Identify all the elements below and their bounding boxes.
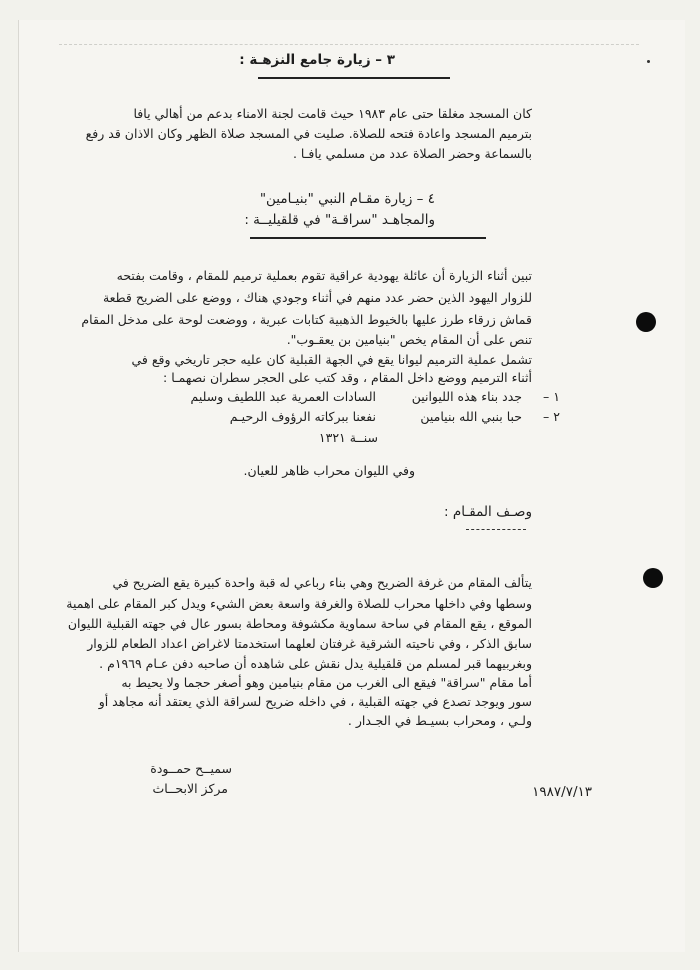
section-3-line-3: بالسماعة وحضر الصلاة عدد من مسلمي يافـا . xyxy=(292,146,532,161)
description-heading: وصـف المقـام : xyxy=(444,504,532,520)
description-line-1: يتألف المقام من غرفة الضريح وهي بناء رباعي له قبة واحدة كبيرة يقع الضريح في xyxy=(112,575,532,590)
description-p2-line-1: أما مقام "سراقة" فيقع الى الغرب من مقام بنيامين وهو أصغر حجما ولا يحيط به xyxy=(121,675,532,690)
inscription-1-part-a: جدد بناء هذه الليوانين xyxy=(411,389,522,404)
section-3-title: ٣ – زيارة جامع النزهـة : xyxy=(239,52,395,68)
page-speck xyxy=(647,60,650,63)
section-4-title-1: ٤ – زيارة مقـام النبي "بنيـامين" xyxy=(259,191,435,207)
inscription-2-part-b: نفعنا ببركاته الرؤوف الرحيـم xyxy=(229,409,376,424)
signature-date: ١٩٨٧/٧/١٣ xyxy=(532,784,592,800)
inscription-2-number: ٢ – xyxy=(543,409,560,424)
section-4-after: وفي الليوان محراب ظاهر للعيان. xyxy=(243,463,415,478)
top-dashed-line xyxy=(59,44,639,45)
section-4-p1-line-1: تبين أثناء الزيارة أن عائلة يهودية عراقية تقوم بعملية ترميم للمقام ، وقامت بفتحه xyxy=(116,268,532,283)
signature-name: سميــح حمــودة xyxy=(150,761,232,776)
section-4-title-2: والمجاهـد "سراقـة" في قلقيليــة : xyxy=(244,212,435,228)
description-line-3: الموقع ، يقع المقام في ساحة سماوية مكشوفة ومحاطة بسور عال في جهته القبلية الليوان xyxy=(67,616,532,631)
description-heading-underline xyxy=(466,529,526,530)
section-4-p2-line-2: أثناء الترميم ووضع داخل المقام ، وقد كتب على الحجر سطران نصهمـا : xyxy=(163,370,532,385)
inscription-1-number: ١ – xyxy=(543,389,560,404)
section-3-line-2: بترميم المسجد واعادة فتحه للصلاة. صليت في المسجد صلاة الظهر وكان الاذان قد رفع xyxy=(85,126,532,141)
description-line-4: سابق الذكر ، وفي ناحيته الشرقية غرفتان لعلهما استخدمتا لاغراض اعداد الطعام للزوار xyxy=(87,636,532,651)
section-4-p1-line-3: قماش زرقاء طرز عليها بالخيوط الذهبية كتابات عبرية ، ووضعت لوحة على مدخل المقام xyxy=(81,312,532,327)
description-line-2: وسطها وفي داخلها محراب للصلاة والغرفة واسعة بعض الشيء ويدل كبر المقام على اهمية xyxy=(66,596,532,611)
section-4-p2-line-1: تشمل عملية الترميم ليوانا يقع في الجهة القبلية كان عليه حجر تاريخي وقع في xyxy=(131,352,532,367)
section-3-rule xyxy=(258,77,450,79)
signature-organization: مركز الابحــاث xyxy=(152,781,228,796)
description-p2-line-2: سور ويوجد تصدع في جهته القبلية ، في داخله ضريح لسراقة الذي يعتقد أنه مجاهد أو xyxy=(98,694,532,709)
description-line-5: وبغربيهما قبر لمسلم من قلقيلية يدل نقش على شاهده أن صاحبه دفن عـام ١٩٦٩م . xyxy=(99,656,532,671)
inscription-1-part-b: السادات العمرية عبد اللطيف وسليم xyxy=(190,389,376,404)
section-4-p1-line-2: للزوار اليهود الذين حضر عدد منهم في أثناء وجودي هناك ، ووضع على الضريح قطعة xyxy=(102,290,532,305)
description-p2-line-3: ولـي ، ومحراب بسيـط في الجـدار . xyxy=(347,713,532,728)
inscription-2-part-a: حبا بنبي الله بنيامين xyxy=(420,409,522,424)
section-4-p1-line-4: تنص على أن المقام يخص "بنيامين بن يعقـوب". xyxy=(286,332,532,347)
punch-hole-lower xyxy=(643,568,663,588)
section-3-line-1: كان المسجد مغلقا حتى عام ١٩٨٣ حيث قامت لجنة الامناء بدعم من أهالي يافا xyxy=(133,106,532,121)
inscription-year: سنــة ١٣٢١ xyxy=(318,430,378,445)
section-4-rule xyxy=(250,237,486,239)
punch-hole-upper xyxy=(636,312,656,332)
